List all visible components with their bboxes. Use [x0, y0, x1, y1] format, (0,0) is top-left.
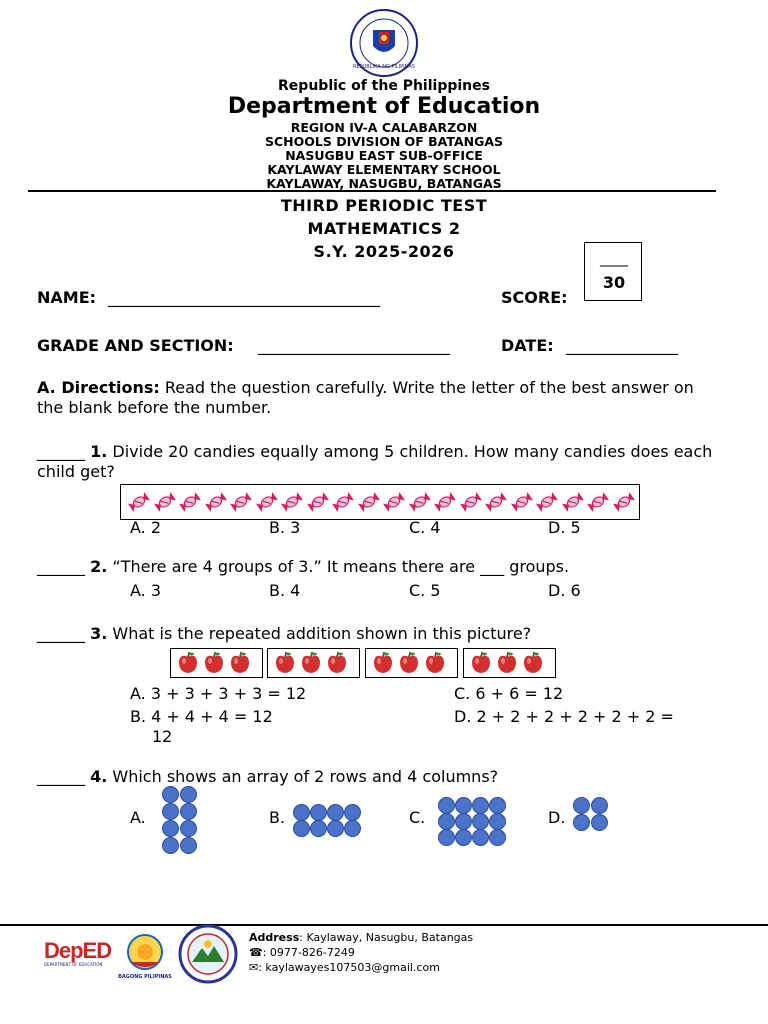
candy-icon: [510, 489, 534, 515]
score-total: 30: [602, 273, 626, 292]
option-d: D. 5: [548, 518, 581, 537]
question-number: 2.: [90, 557, 108, 576]
header-suboffice: NASUGBU EAST SUB-OFFICE: [285, 148, 483, 163]
apple-icon: [299, 650, 323, 676]
option-d: D. 6: [548, 581, 581, 600]
question-number: 1.: [90, 442, 108, 461]
array-dot-a: [162, 786, 179, 803]
array-dot-d: [591, 814, 608, 831]
address-text: : Kaylaway, Nasugbu, Batangas: [299, 931, 474, 944]
array-dot-d: [573, 814, 590, 831]
array-dot-c: [472, 813, 489, 830]
option-c: C. 4: [409, 518, 441, 537]
option-c: C. 6 + 6 = 12: [454, 684, 564, 703]
array-dot-c: [489, 797, 506, 814]
answer-blank[interactable]: ______: [37, 557, 85, 576]
name-label: NAME:: [37, 288, 97, 307]
array-dot-b: [293, 804, 310, 821]
array-dot-b: [293, 820, 310, 837]
deped-logo-text: DepED: [44, 938, 112, 963]
phone-icon: ☎: [249, 946, 263, 959]
candy-icon: [331, 489, 355, 515]
deped-logo: [44, 938, 124, 972]
array-dot-a: [162, 803, 179, 820]
array-dot-c: [489, 813, 506, 830]
candy-icon: [178, 489, 202, 515]
apple-icon: [495, 650, 519, 676]
question-3: [37, 624, 717, 644]
array-dot-c: [455, 813, 472, 830]
apple-icon: [228, 650, 252, 676]
array-dot-d: [573, 797, 590, 814]
apple-icon: [325, 650, 349, 676]
grade-label: GRADE AND SECTION:: [37, 336, 234, 355]
score-blank: ____: [600, 251, 628, 267]
option-a: A. 3: [130, 581, 162, 600]
option-c: C. 5: [409, 581, 441, 600]
option-b: B. 4 + 4 + 4 = 12: [130, 707, 273, 726]
array-dot-c: [489, 829, 506, 846]
deped-seal: [349, 8, 419, 78]
score-box[interactable]: [584, 242, 642, 301]
question-text: Divide 20 candies equally among 5 children. How many candies does each child get?: [37, 442, 713, 481]
date-field[interactable]: ______________: [566, 336, 678, 355]
question-text: Which shows an array of 2 rows and 4 columns?: [107, 767, 499, 786]
footer-email: [249, 960, 473, 975]
question-1: [37, 442, 717, 482]
array-dot-c: [438, 797, 455, 814]
question-2: [37, 557, 717, 577]
header-department: Department of Education: [227, 94, 541, 119]
candy-icon: [382, 489, 406, 515]
school-seal: [176, 924, 240, 984]
array-dot-d: [591, 797, 608, 814]
array-dot-b: [344, 820, 361, 837]
apple-icon: [202, 650, 226, 676]
name-field[interactable]: __________________________________: [108, 288, 380, 307]
array-dot-a: [162, 837, 179, 854]
option-d: D.: [548, 808, 566, 827]
address-label: Address: [249, 931, 300, 944]
question-text: What is the repeated addition shown in this picture?: [107, 624, 532, 643]
header-school: KAYLAWAY ELEMENTARY SCHOOL: [267, 162, 501, 177]
directions: [37, 378, 717, 418]
option-d-continued: 12: [152, 727, 173, 746]
bagong-pilipinas-logo: [118, 930, 172, 980]
apple-icon: [273, 650, 297, 676]
candy-icon: [535, 489, 559, 515]
question-text: “There are 4 groups of 3.” It means there are ___ groups.: [107, 557, 570, 576]
array-dot-a: [180, 786, 197, 803]
candy-icon: [255, 489, 279, 515]
candy-icon: [586, 489, 610, 515]
option-a: A. 3 + 3 + 3 + 3 = 12: [130, 684, 307, 703]
header-republic: Republic of the Philippines: [278, 78, 490, 94]
candy-icon: [306, 489, 330, 515]
array-dot-c: [438, 813, 455, 830]
candy-icon: [484, 489, 508, 515]
school-year: S.Y. 2025-2026: [313, 242, 455, 261]
footer-phone: [249, 945, 473, 960]
svg-text:REPUBLIKA NG PILIPINAS: REPUBLIKA NG PILIPINAS: [353, 64, 415, 70]
header-region: REGION IV-A CALABARZON: [290, 120, 478, 135]
header-divider: [28, 190, 716, 192]
array-dot-b: [327, 820, 344, 837]
option-b: B.: [269, 808, 286, 827]
candy-icon: [459, 489, 483, 515]
header-division: SCHOOLS DIVISION OF BATANGAS: [264, 134, 504, 149]
email-text[interactable]: : kaylawayes107503@gmail.com: [258, 961, 440, 974]
option-a: A. 2: [130, 518, 162, 537]
array-dot-b: [310, 820, 327, 837]
apple-icon: [521, 650, 545, 676]
directions-label: A. Directions:: [37, 378, 160, 397]
apple-icon: [423, 650, 447, 676]
answer-blank[interactable]: ______: [37, 624, 85, 643]
score-label: SCORE:: [501, 288, 568, 307]
candy-icon: [280, 489, 304, 515]
candy-icon: [561, 489, 585, 515]
array-dot-b: [327, 804, 344, 821]
array-dot-c: [455, 829, 472, 846]
option-b: B. 4: [269, 581, 301, 600]
candy-icon: [612, 489, 636, 515]
question-number: 4.: [90, 767, 108, 786]
option-c: C.: [409, 808, 426, 827]
test-subject: MATHEMATICS 2: [307, 219, 461, 238]
date-label: DATE:: [501, 336, 554, 355]
footer-address: [249, 930, 473, 945]
mail-icon: ✉: [249, 961, 259, 974]
candy-picture: [120, 484, 640, 520]
array-dot-b: [344, 804, 361, 821]
question-4: [37, 767, 717, 787]
option-b: B. 3: [269, 518, 301, 537]
answer-blank[interactable]: ______: [37, 767, 85, 786]
array-dot-a: [162, 820, 179, 837]
array-dot-a: [180, 803, 197, 820]
array-dot-c: [472, 829, 489, 846]
candy-icon: [357, 489, 381, 515]
grade-field[interactable]: ________________________: [258, 336, 450, 355]
apple-icon: [176, 650, 200, 676]
option-a: A.: [130, 808, 146, 827]
deped-logo-subtext: DEPARTMENT OF EDUCATION: [44, 962, 103, 967]
array-dot-a: [180, 837, 197, 854]
footer-contact: [249, 930, 473, 975]
footer-divider: [0, 924, 768, 926]
option-d: D. 2 + 2 + 2 + 2 + 2 + 2 =: [454, 707, 674, 726]
apple-icon: [397, 650, 421, 676]
array-dot-c: [438, 829, 455, 846]
candy-icon: [204, 489, 228, 515]
candy-icon: [229, 489, 253, 515]
candy-icon: [153, 489, 177, 515]
header-location: KAYLAWAY, NASUGBU, BATANGAS: [266, 176, 502, 191]
array-dot-a: [180, 820, 197, 837]
candy-icon: [127, 489, 151, 515]
phone-text: : 0977-826-7249: [262, 946, 355, 959]
bagong-pilipinas-text: BAGONG PILIPINAS: [118, 974, 172, 980]
test-title: THIRD PERIODIC TEST: [280, 196, 488, 215]
question-number: 3.: [90, 624, 108, 643]
candy-icon: [408, 489, 432, 515]
array-dot-c: [455, 797, 472, 814]
directions-text: Read the question carefully. Write the letter of the best answer on the blank before the number.: [37, 378, 694, 417]
apple-icon: [371, 650, 395, 676]
array-dot-c: [472, 797, 489, 814]
apple-icon: [469, 650, 493, 676]
array-dot-b: [310, 804, 327, 821]
candy-icon: [433, 489, 457, 515]
answer-blank[interactable]: ______: [37, 442, 85, 461]
